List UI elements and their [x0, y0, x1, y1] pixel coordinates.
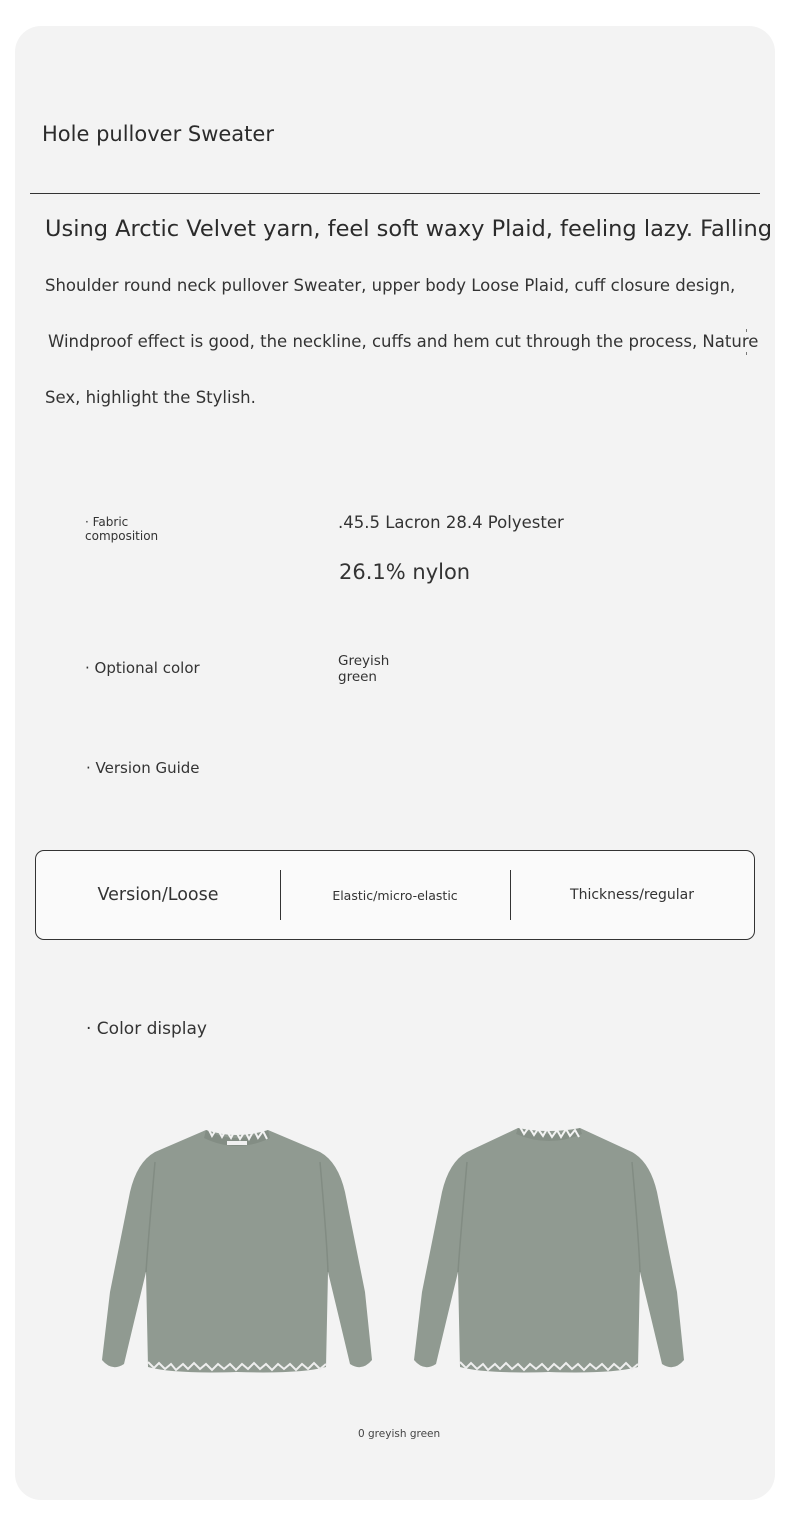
color-display-label: · Color display — [86, 1019, 207, 1039]
sweater-front-icon — [100, 1122, 375, 1374]
version-fit: Version/Loose — [97, 885, 219, 905]
description-line-2: Windproof effect is good, the neckline, cuffs and hem cut through the process, Nature — [48, 332, 759, 351]
text-mark — [746, 352, 747, 355]
title-divider — [30, 193, 760, 194]
fabric-composition-value-2: 26.1% nylon — [339, 560, 471, 584]
color-caption: 0 greyish green — [358, 1428, 441, 1440]
optional-color-value: Greyish green — [338, 653, 390, 685]
text-mark — [746, 329, 747, 332]
description-line-1: Shoulder round neck pullover Sweater, upper body Loose Plaid, cuff closure design, — [45, 276, 736, 295]
version-guide-box — [35, 850, 755, 940]
description-headline: Using Arctic Velvet yarn, feel soft waxy Plaid, feeling lazy. Falling — [45, 216, 773, 242]
version-elasticity: Elastic/micro-elastic — [332, 887, 458, 903]
version-thickness: Thickness/regular — [570, 887, 694, 903]
product-title: Hole pullover Sweater — [42, 122, 274, 146]
fabric-composition-label: · Fabric composition — [85, 515, 159, 543]
description-line-3: Sex, highlight the Stylish. — [45, 388, 256, 407]
sweater-back-icon — [412, 1122, 687, 1374]
version-guide-label: · Version Guide — [86, 759, 200, 777]
fabric-composition-value: .45.5 Lacron 28.4 Polyester — [338, 513, 564, 532]
optional-color-label: · Optional color — [85, 659, 200, 677]
